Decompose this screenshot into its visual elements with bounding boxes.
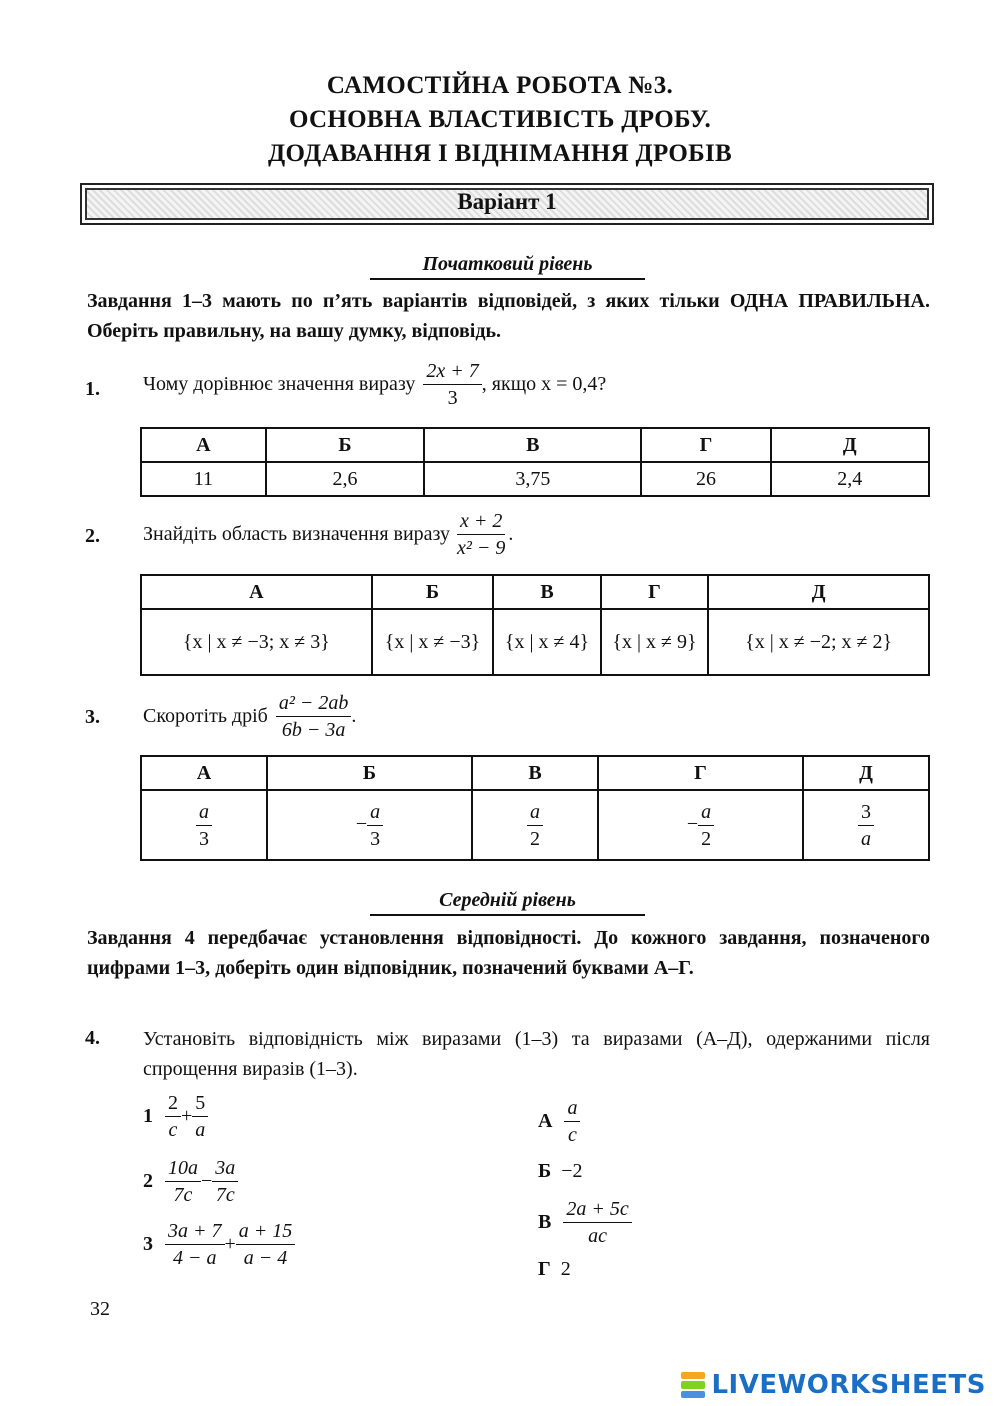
fraction-denominator: ac	[588, 1225, 607, 1247]
fraction-numerator: a	[527, 799, 543, 826]
fraction-numerator: 2	[165, 1090, 181, 1117]
fraction-denominator: a	[195, 1119, 206, 1141]
fraction-numerator: a	[367, 799, 383, 826]
fraction-denominator: a	[860, 827, 871, 850]
option-header-g: Г	[641, 428, 770, 462]
fraction-denominator: 2	[529, 827, 540, 850]
answer-table-q3	[140, 755, 930, 861]
answer-sign: −	[355, 812, 368, 835]
fraction-denominator: c	[568, 1124, 577, 1146]
level-title-initial: Початковий рівень	[370, 253, 645, 280]
match-right-label: А	[538, 1110, 553, 1132]
match-left-item-2	[143, 1155, 238, 1208]
question-1-number: 1.	[85, 378, 100, 400]
fraction-numerator: a	[564, 1095, 580, 1122]
table-header-row	[141, 428, 929, 462]
option-header-a: А	[141, 575, 372, 609]
match-right-label: В	[538, 1211, 552, 1233]
instruction-level-2: Завдання 4 передбачає установлення відповідності. До кожного завдання, позначеного цифрами 1–3, доберіть один відповідник, позначений буквами А–Г.	[87, 927, 930, 979]
option-fraction	[563, 1196, 631, 1249]
level-title-middle: Середній рівень	[370, 889, 645, 916]
option-value: −2	[561, 1160, 583, 1182]
question-1-text	[143, 358, 606, 411]
title-line-3: ДОДАВАННЯ І ВІДНІМАННЯ ДРОБІВ	[267, 140, 732, 167]
answer-fraction	[527, 799, 543, 852]
fraction-denominator: x² − 9	[457, 537, 506, 559]
option-header-v: В	[424, 428, 641, 462]
expression-fraction	[165, 1090, 181, 1143]
question-3-text	[143, 690, 356, 743]
question-2-prompt: Знайдіть область визначення виразу	[143, 523, 451, 545]
match-left-expression	[165, 1155, 238, 1208]
question-2-number: 2.	[85, 525, 100, 547]
fraction-denominator: c	[168, 1119, 178, 1141]
answer-cell-g[interactable]: 26	[641, 462, 770, 496]
fraction-denominator: 2	[701, 827, 712, 850]
table-answer-row	[141, 790, 929, 860]
answer-table-q1	[140, 427, 930, 497]
option-header-d: Д	[771, 428, 930, 462]
match-left-label: 2	[143, 1170, 153, 1192]
question-4-text: Установіть відповідність між виразами (1–3) та виразами (А–Д), одержаними після спрощення виразів (1–3).	[143, 1028, 930, 1080]
expression-fraction	[165, 1155, 201, 1208]
option-header-b: Б	[372, 575, 494, 609]
match-left-expression	[165, 1090, 208, 1143]
answer-fraction	[196, 799, 212, 852]
question-3-fraction	[276, 690, 352, 743]
option-header-d: Д	[803, 756, 929, 790]
expression-fraction	[236, 1218, 296, 1271]
question-3-number: 3.	[85, 706, 100, 728]
question-2-fraction	[454, 508, 508, 561]
expression-fraction	[192, 1090, 208, 1143]
fraction-numerator: a	[698, 799, 714, 826]
fraction-numerator: a² − 2ab	[276, 690, 352, 717]
match-right-label: Г	[538, 1258, 551, 1280]
fraction-numerator: 5	[192, 1090, 208, 1117]
answer-cell-v[interactable]: 3,75	[424, 462, 641, 496]
answer-cell-v[interactable]	[472, 790, 598, 860]
expression-operator: −	[201, 1170, 213, 1192]
question-3-prompt: Скоротіть дріб	[143, 705, 268, 727]
fraction-numerator: 3	[858, 799, 874, 826]
instruction-level-1: Завдання 1–3 мають по п’ять варіантів відповідей, з яких тільки ОДНА ПРАВИЛЬНА. Оберіть правильну, на вашу думку, відповідь.	[87, 290, 930, 342]
option-fraction	[564, 1095, 580, 1148]
answer-cell-b[interactable]	[267, 790, 472, 860]
answer-cell-b[interactable]: {x | x ≠ −3}	[372, 609, 494, 675]
question-1-condition: , якщо x = 0,4?	[481, 373, 607, 395]
match-left-item-3	[143, 1218, 295, 1271]
fraction-numerator: a	[196, 799, 212, 826]
option-value: 2	[560, 1258, 571, 1280]
table-header-row	[141, 756, 929, 790]
question-2-period: .	[508, 523, 514, 545]
fraction-numerator: 3a + 7	[165, 1218, 225, 1245]
table-answer-row	[141, 462, 929, 496]
fraction-numerator: a + 15	[236, 1218, 296, 1245]
fraction-denominator: a − 4	[243, 1247, 288, 1269]
answer-cell-v[interactable]: {x | x ≠ 4}	[493, 609, 600, 675]
answer-cell-g[interactable]: {x | x ≠ 9}	[601, 609, 708, 675]
option-header-a: А	[141, 756, 267, 790]
option-header-g: Г	[601, 575, 708, 609]
question-3-period: .	[351, 705, 357, 727]
option-header-v: В	[472, 756, 598, 790]
fraction-numerator: 2x + 7	[423, 358, 481, 385]
match-right-item-g	[538, 1258, 571, 1281]
match-right-label: Б	[538, 1160, 552, 1182]
answer-sign: −	[686, 812, 699, 835]
answer-cell-d[interactable]: {x | x ≠ −2; x ≠ 2}	[708, 609, 929, 675]
fraction-denominator: 7c	[215, 1184, 235, 1206]
page-number: 32	[90, 1298, 110, 1320]
fraction-denominator: 3	[199, 827, 209, 850]
fraction-denominator: 3	[370, 827, 381, 850]
match-right-item-v	[538, 1196, 632, 1249]
fraction-denominator: 7c	[173, 1184, 193, 1206]
answer-cell-d[interactable]: 2,4	[771, 462, 930, 496]
answer-cell-d[interactable]	[803, 790, 929, 860]
option-header-b: Б	[267, 756, 472, 790]
fraction-numerator: 2a + 5c	[563, 1196, 631, 1223]
match-right-item-a	[538, 1095, 580, 1148]
option-header-v: В	[493, 575, 600, 609]
option-header-d: Д	[708, 575, 929, 609]
variant-label: Варіант 1	[457, 189, 557, 214]
fraction-denominator: 4 − a	[173, 1247, 217, 1269]
match-left-label: 3	[143, 1233, 153, 1255]
match-left-expression	[165, 1218, 295, 1271]
match-left-label: 1	[143, 1105, 153, 1127]
question-4-number: 4.	[85, 1027, 100, 1049]
variant-banner	[80, 183, 934, 225]
fraction-numerator: 10a	[165, 1155, 201, 1182]
table-answer-row	[141, 609, 929, 675]
match-right-item-b	[538, 1160, 583, 1183]
table-header-row	[141, 575, 929, 609]
expression-operator: +	[181, 1105, 193, 1127]
expression-fraction	[165, 1218, 225, 1271]
title-line-1: САМОСТІЙНА РОБОТА №3.	[326, 72, 674, 99]
question-2-text	[143, 508, 513, 561]
option-header-a: А	[141, 428, 266, 462]
answer-cell-g[interactable]	[598, 790, 803, 860]
liveworksheets-icon	[681, 1372, 705, 1398]
answer-cell-a[interactable]: 11	[141, 462, 266, 496]
answer-cell-b[interactable]: 2,6	[266, 462, 424, 496]
answer-fraction	[858, 799, 874, 852]
liveworksheets-logo[interactable]	[681, 1370, 986, 1400]
expression-operator: +	[224, 1233, 236, 1255]
question-1-fraction	[423, 358, 481, 411]
title-line-2: ОСНОВНА ВЛАСТИВІСТЬ ДРОБУ.	[288, 106, 712, 133]
answer-fraction	[367, 799, 383, 852]
expression-fraction	[212, 1155, 238, 1208]
answer-table-q2	[140, 574, 930, 676]
answer-cell-a[interactable]: {x | x ≠ −3; x ≠ 3}	[141, 609, 372, 675]
fraction-denominator: 3	[447, 387, 458, 409]
fraction-denominator: 6b − 3a	[281, 719, 346, 741]
question-1-prompt: Чому дорівнює значення виразу	[143, 373, 416, 395]
brand-name: LIVEWORKSHEETS	[711, 1370, 986, 1400]
answer-cell-a[interactable]	[141, 790, 267, 860]
fraction-numerator: x + 2	[457, 508, 505, 535]
match-left-item-1	[143, 1090, 208, 1143]
option-header-g: Г	[598, 756, 803, 790]
fraction-numerator: 3a	[212, 1155, 238, 1182]
option-header-b: Б	[266, 428, 424, 462]
answer-fraction	[698, 799, 714, 852]
